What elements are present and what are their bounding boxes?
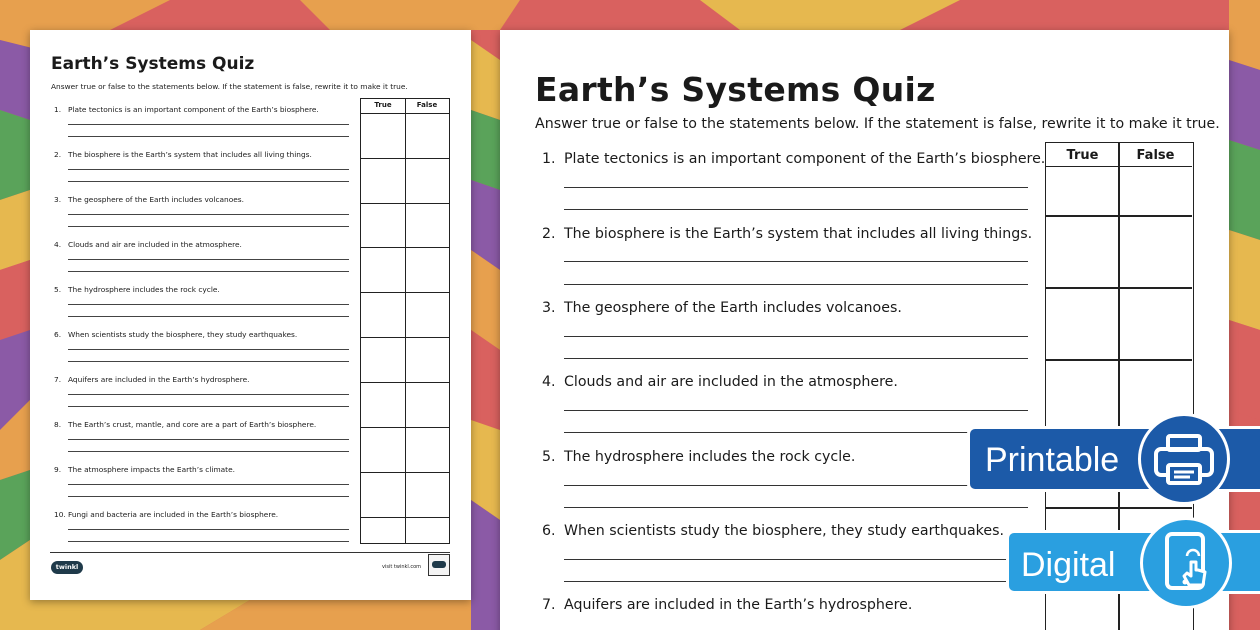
question: 3. The geosphere of the Earth includes volcanoes. [542, 300, 902, 316]
question: 3. The geosphere of the Earth includes volcanoes. [54, 195, 244, 204]
answer-line[interactable] [564, 187, 1028, 188]
page-title: Earth’s Systems Quiz [535, 70, 936, 109]
answer-line[interactable] [564, 507, 1028, 508]
answer-line[interactable] [68, 349, 349, 350]
row-divider [361, 292, 449, 293]
twinkl-badge-icon [428, 554, 450, 576]
answer-line[interactable] [68, 451, 349, 452]
twinkl-logo: twinkl [51, 561, 83, 574]
answer-line[interactable] [564, 432, 1028, 433]
answer-line[interactable] [564, 261, 1028, 262]
question: 1. Plate tectonics is an important component of the Earth’s biosphere. [542, 151, 1046, 167]
answer-line[interactable] [564, 581, 1028, 582]
answer-line[interactable] [68, 136, 349, 137]
question: 2. The biosphere is the Earth’s system that includes all living things. [542, 226, 1033, 242]
column-false: False [1136, 148, 1175, 163]
answer-line[interactable] [68, 169, 349, 170]
question: 7. Aquifers are included in the Earth’s hydrosphere. [542, 597, 913, 613]
printable-label: Printable [985, 441, 1120, 479]
question: 8. The Earth’s crust, mantle, and core are a part of Earth’s biosphere. [54, 420, 317, 429]
question: 1. Plate tectonics is an important component of the Earth’s biosphere. [54, 105, 319, 114]
answer-line[interactable] [564, 284, 1028, 285]
row-divider [361, 427, 449, 428]
column-divider [405, 99, 406, 543]
answer-line[interactable] [68, 316, 349, 317]
answer-line[interactable] [68, 271, 349, 272]
answer-line[interactable] [68, 439, 349, 440]
answer-line[interactable] [68, 304, 349, 305]
question: 10. Fungi and bacteria are included in the Earth’s biosphere. [54, 510, 279, 519]
answer-line[interactable] [564, 358, 1028, 359]
answer-line[interactable] [68, 214, 349, 215]
answer-line[interactable] [564, 209, 1028, 210]
row-divider [361, 337, 449, 338]
printer-icon[interactable] [1138, 413, 1230, 505]
row-divider [1046, 507, 1192, 509]
answer-line[interactable] [68, 484, 349, 485]
question: 6. When scientists study the biosphere, they study earthquakes. [542, 523, 1005, 539]
answer-line[interactable] [68, 361, 349, 362]
instructions: Answer true or false to the statements below. If the statement is false, rewrite it to make it true. [535, 116, 1220, 132]
question: 4. Clouds and air are included in the atmosphere. [542, 374, 898, 390]
answer-line[interactable] [68, 259, 349, 260]
answer-line[interactable] [68, 124, 349, 125]
row-divider [1046, 359, 1192, 361]
answer-line[interactable] [564, 410, 1028, 411]
digital-label: Digital [1021, 546, 1116, 584]
answer-line[interactable] [68, 181, 349, 182]
row-divider [361, 203, 449, 204]
question: 4. Clouds and air are included in the atmosphere. [54, 240, 242, 249]
row-divider [361, 517, 449, 518]
answer-line[interactable] [68, 529, 349, 530]
row-divider [1046, 287, 1192, 289]
question: 9. The atmosphere impacts the Earth’s climate. [54, 465, 235, 474]
row-divider [361, 382, 449, 383]
row-divider [1046, 215, 1192, 217]
question: 5. The hydrosphere includes the rock cycle. [54, 285, 220, 294]
answer-table [360, 98, 450, 544]
tablet-touch-icon[interactable] [1140, 517, 1232, 609]
answer-line[interactable] [68, 226, 349, 227]
answer-line[interactable] [564, 336, 1028, 337]
question: 7. Aquifers are included in the Earth’s hydrosphere. [54, 375, 250, 384]
question: 2. The biosphere is the Earth’s system that includes all living things. [54, 150, 312, 159]
column-true: True [374, 101, 392, 109]
row-divider [361, 158, 449, 159]
row-divider [361, 472, 449, 473]
page-title: Earth’s Systems Quiz [51, 54, 255, 74]
answer-line[interactable] [564, 485, 1028, 486]
worksheet-preview-small [30, 30, 471, 600]
question: 6. When scientists study the biosphere, they study earthquakes. [54, 330, 298, 339]
question: 5. The hydrosphere includes the rock cycle. [542, 449, 856, 465]
column-false: False [416, 101, 438, 109]
answer-line[interactable] [68, 496, 349, 497]
footer-visit-text: visit twinkl.com [382, 564, 422, 570]
answer-line[interactable] [68, 394, 349, 395]
answer-line[interactable] [564, 559, 1028, 560]
answer-line[interactable] [68, 406, 349, 407]
row-divider [361, 247, 449, 248]
footer-divider [50, 552, 450, 553]
answer-line[interactable] [68, 541, 349, 542]
column-true: True [1066, 148, 1099, 163]
instructions: Answer true or false to the statements below. If the statement is false, rewrite it to make it true. [51, 82, 408, 91]
